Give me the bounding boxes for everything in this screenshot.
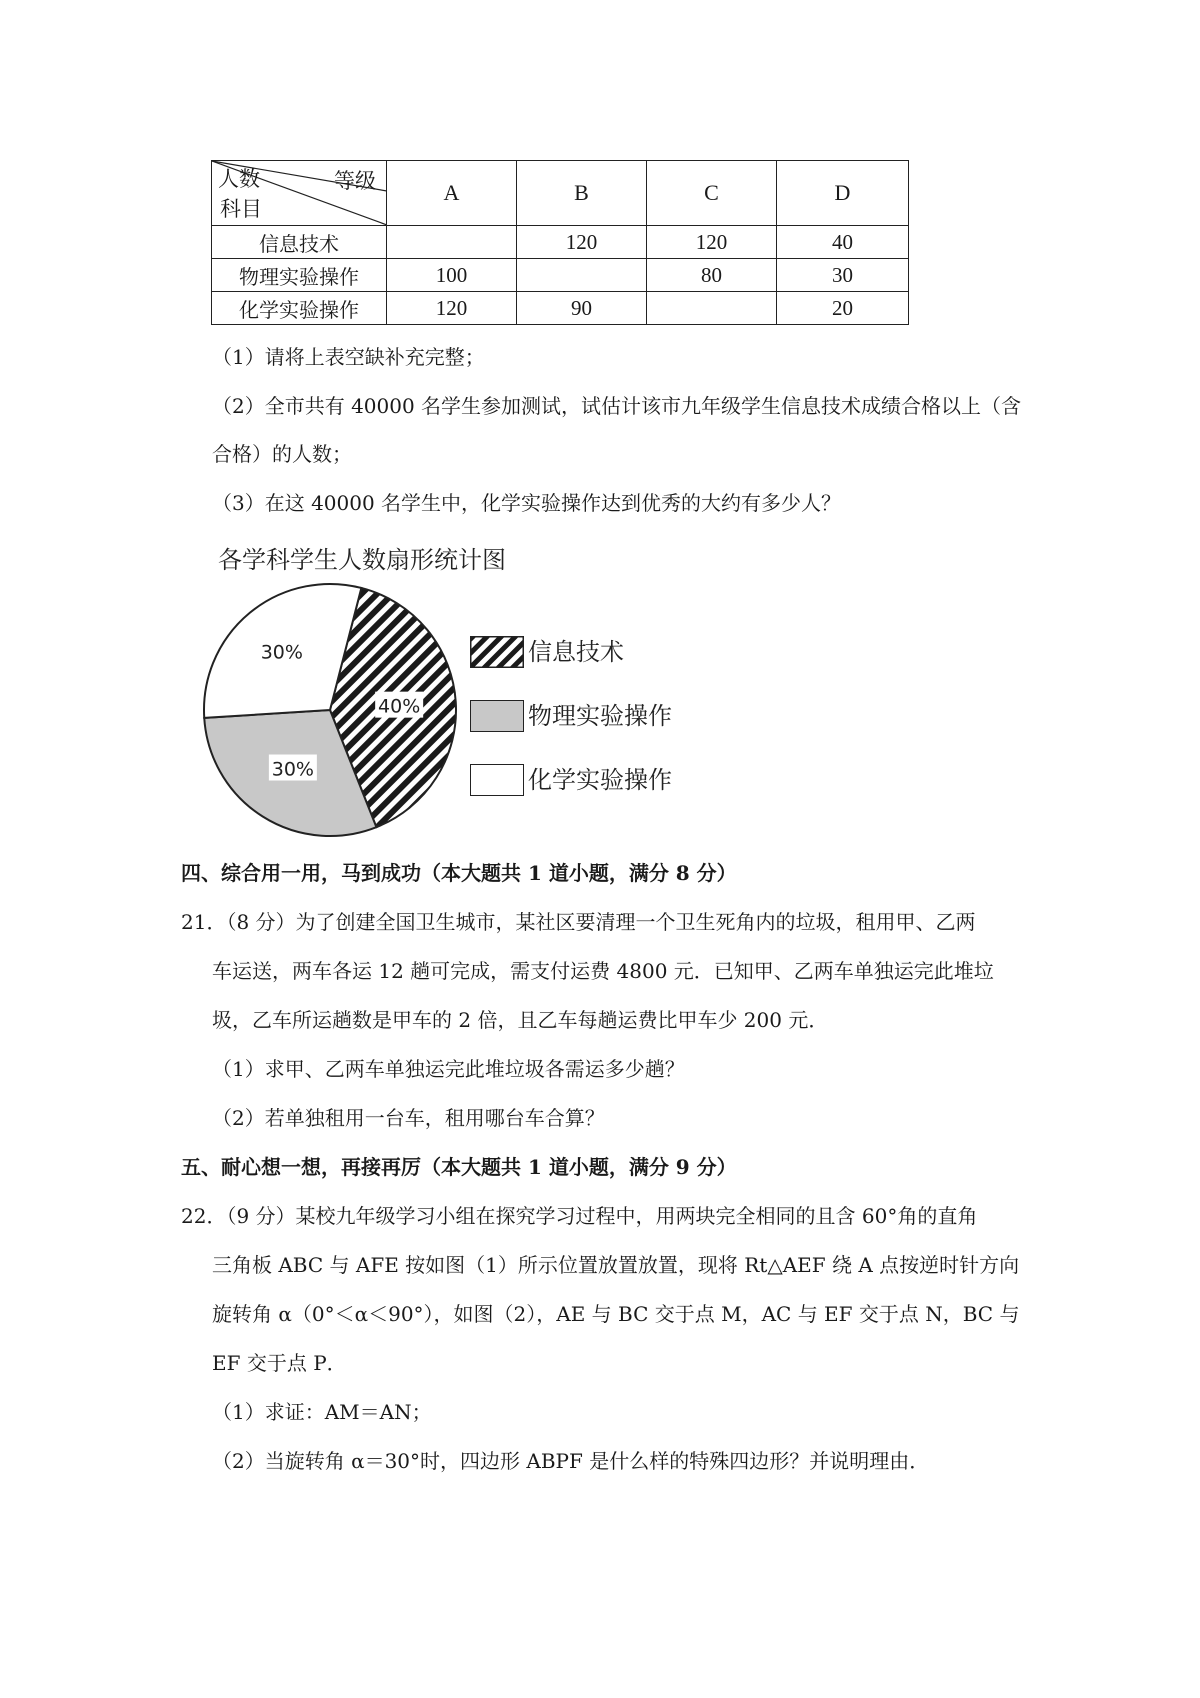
value-cell: 20 bbox=[777, 292, 909, 325]
section4-heading: 四、综合用一用，马到成功（本大题共 1 道小题，满分 8 分） bbox=[181, 861, 737, 885]
corner-bottom-left: 科目 bbox=[220, 197, 262, 221]
subject-cell: 物理实验操作 bbox=[212, 259, 387, 292]
grade-header: A bbox=[387, 161, 517, 226]
corner-top-left: 人数 bbox=[218, 167, 260, 191]
pie-slice-label: 30% bbox=[260, 641, 303, 664]
legend-label: 信息技术 bbox=[528, 638, 624, 666]
q22-line1: 22．（9 分）某校九年级学习小组在探究学习过程中，用两块完全相同的且含 60°角的直角 bbox=[181, 1204, 978, 1228]
q21-part1: （1）求甲、乙两车单独运完此堆垃圾各需运多少趟？ bbox=[212, 1057, 685, 1081]
pie-slice-label: 40% bbox=[378, 695, 421, 718]
subject-cell: 信息技术 bbox=[212, 226, 387, 259]
value-cell bbox=[647, 292, 777, 325]
q21-line2: 车运送，两车各运 12 趟可完成，需支付运费 4800 元．已知甲、乙两车单独运完此堆垃 bbox=[212, 959, 994, 983]
value-cell: 120 bbox=[647, 226, 777, 259]
table-row bbox=[212, 226, 909, 259]
legend-swatch-gray bbox=[470, 700, 524, 732]
section5-heading: 五、耐心想一想，再接再厉（本大题共 1 道小题，满分 9 分） bbox=[181, 1155, 737, 1179]
q21-line1: 21．（8 分）为了创建全国卫生城市，某社区要清理一个卫生死角内的垃圾，租用甲、乙两 bbox=[181, 910, 976, 934]
grade-header: B bbox=[517, 161, 647, 226]
q20-part1: （1）请将上表空缺补充完整； bbox=[212, 345, 485, 369]
q22-line4: EF 交于点 P． bbox=[212, 1351, 347, 1375]
q21-part2: （2）若单独租用一台车，租用哪台车合算？ bbox=[212, 1106, 605, 1130]
value-cell bbox=[387, 226, 517, 259]
subject-cell: 化学实验操作 bbox=[212, 292, 387, 325]
q20-part2-line2: 合格）的人数； bbox=[212, 442, 352, 466]
q20-part2-line1: （2）全市共有 40000 名学生参加测试，试估计该市九年级学生信息技术成绩合格以上（含 bbox=[212, 394, 1022, 418]
value-cell: 120 bbox=[517, 226, 647, 259]
value-cell: 40 bbox=[777, 226, 909, 259]
q20-part3: （3）在这 40000 名学生中，化学实验操作达到优秀的大约有多少人？ bbox=[212, 491, 842, 515]
value-cell: 80 bbox=[647, 259, 777, 292]
value-cell: 100 bbox=[387, 259, 517, 292]
legend-label: 物理实验操作 bbox=[528, 702, 672, 730]
q22-part2: （2）当旋转角 α＝30°时，四边形 ABPF 是什么样的特殊四边形？并说明理由． bbox=[212, 1449, 930, 1473]
value-cell: 90 bbox=[517, 292, 647, 325]
legend-swatch-white bbox=[470, 764, 524, 796]
grade-header: C bbox=[647, 161, 777, 226]
q22-part1: （1）求证：AM＝AN； bbox=[212, 1400, 432, 1424]
legend-swatch-hatched bbox=[470, 636, 524, 668]
pie-chart bbox=[200, 580, 460, 840]
value-cell: 30 bbox=[777, 259, 909, 292]
value-cell: 120 bbox=[387, 292, 517, 325]
q21-line3: 圾，乙车所运趟数是甲车的 2 倍，且乙车每趟运费比甲车少 200 元． bbox=[212, 1008, 829, 1032]
table-corner-cell bbox=[212, 161, 387, 226]
table-header-row bbox=[212, 161, 909, 226]
table-row bbox=[212, 292, 909, 325]
grade-table bbox=[211, 160, 909, 325]
pie-slice-label: 30% bbox=[271, 758, 314, 781]
table-row bbox=[212, 259, 909, 292]
corner-top-right: 等级 bbox=[334, 169, 376, 193]
q22-line3: 旋转角 α（0°＜α＜90°），如图（2），AE 与 BC 交于点 M，AC 与 EF 交于点 N，BC 与 bbox=[212, 1302, 1020, 1326]
legend-label: 化学实验操作 bbox=[528, 766, 672, 794]
chart-title: 各学科学生人数扇形统计图 bbox=[218, 546, 506, 574]
value-cell bbox=[517, 259, 647, 292]
q22-line2: 三角板 ABC 与 AFE 按如图（1）所示位置放置放置，现将 Rt△AEF 绕 A 点按逆时针方向 bbox=[212, 1253, 1020, 1277]
grade-header: D bbox=[777, 161, 909, 226]
